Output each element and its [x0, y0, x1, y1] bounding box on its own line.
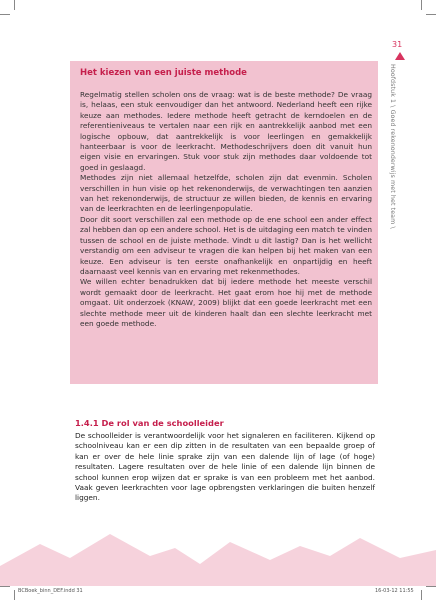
mountain-decoration	[0, 506, 436, 586]
section-title: 1.4.1 De rol van de schoolleider	[75, 418, 224, 428]
box-paragraph: Methodes zijn niet allemaal hetzelfde, scholen zijn dat evenmin. Scholen verschillen in hun visie op het rekenonderwijs, de verwachtingen ten aanzien van het rekenonderwijs, de structuur ze willen bieden, de kennis en ervaring van de leerkrachten en de leerlingenpopulatie.	[80, 173, 372, 214]
section-body	[75, 431, 375, 504]
print-slug-timestamp: 16-03-12 11:55	[375, 588, 414, 594]
crop-mark	[0, 586, 10, 587]
box-paragraph: Regelmatig stellen scholen ons de vraag: wat is de beste methode? De vraag is, helaas, een stuk eenvoudiger dan het antwoord. Nederland heeft een rijke keuze aan methodes. Iedere methode heeft getracht de kerndoelen en de referentieniveaus te vertalen naar een rijk en aantrekkelijk aanbod met een logische opbouw, dat aantrekkelijk is voor leerlingen en gemakkelijk hanteerbaar is voor de leerkracht. Methodeschrijvers doen dit vanuit hun eigen visie en ervaringen. Stuk voor stuk zijn methodes daar voldoende tot goed in geslaagd.	[80, 90, 372, 172]
triangle-marker-icon	[395, 52, 405, 60]
box-paragraph: Door dit soort verschillen zal een methode op de ene school een ander effect zal hebben dan op een andere school. Het is de uitdaging een match te vinden tussen de school en de juiste methode. Vindt u dit lastig? Dan is het wellicht verstandig om een adviseur te vragen die kan helpen bij het maken van een keuze. Een adviseur is ten eerste onafhankelijk en onpartijdig en heeft daarnaast veel kennis van en ervaring met rekenmethodes.	[80, 214, 372, 276]
crop-mark	[14, 590, 15, 600]
crop-mark	[421, 590, 422, 600]
box-title: Het kiezen van een juiste methode	[80, 68, 247, 78]
running-header: Hoofdstuk 1 \ Goed rekenonderwijs met het team \	[389, 64, 396, 229]
print-slug-file: BCBoek_binn_DEF.indd 31	[18, 588, 83, 594]
page-number: 31	[392, 40, 403, 49]
crop-mark	[14, 0, 15, 10]
crop-mark	[421, 0, 422, 10]
crop-mark	[0, 14, 10, 15]
box-body	[80, 90, 372, 329]
section-paragraph: De schoolleider is verantwoordelijk voor het signaleren en faciliteren. Kijkend op schoolniveau kan er een dip zitten in de resultaten van een bepaalde groep of kan er over de hele linie sprake zijn van een dalende lijn of lage (of hoge) resultaten. Lagere resultaten over de hele linie of een dalende lijn binnen de school kunnen erop wijzen dat er sprake is van een probleem met het aanbod. Vaak geven leerkrachten voor lage opbrengsten verklaringen die buiten henzelf liggen.	[75, 431, 375, 503]
crop-mark	[426, 586, 436, 587]
box-paragraph: We willen echter benadrukken dat bij iedere methode het meeste verschil wordt gemaakt door de leerkracht. Het gaat erom hoe hij met de methode omgaat. Uit onderzoek (KNAW, 2009) blijkt dat een goede leerkracht met een slechte methode meer uit de kinderen haalt dan een slechte leerkracht met een goede methode.	[80, 277, 372, 328]
crop-mark	[426, 14, 436, 15]
mountain-shape	[0, 534, 436, 586]
